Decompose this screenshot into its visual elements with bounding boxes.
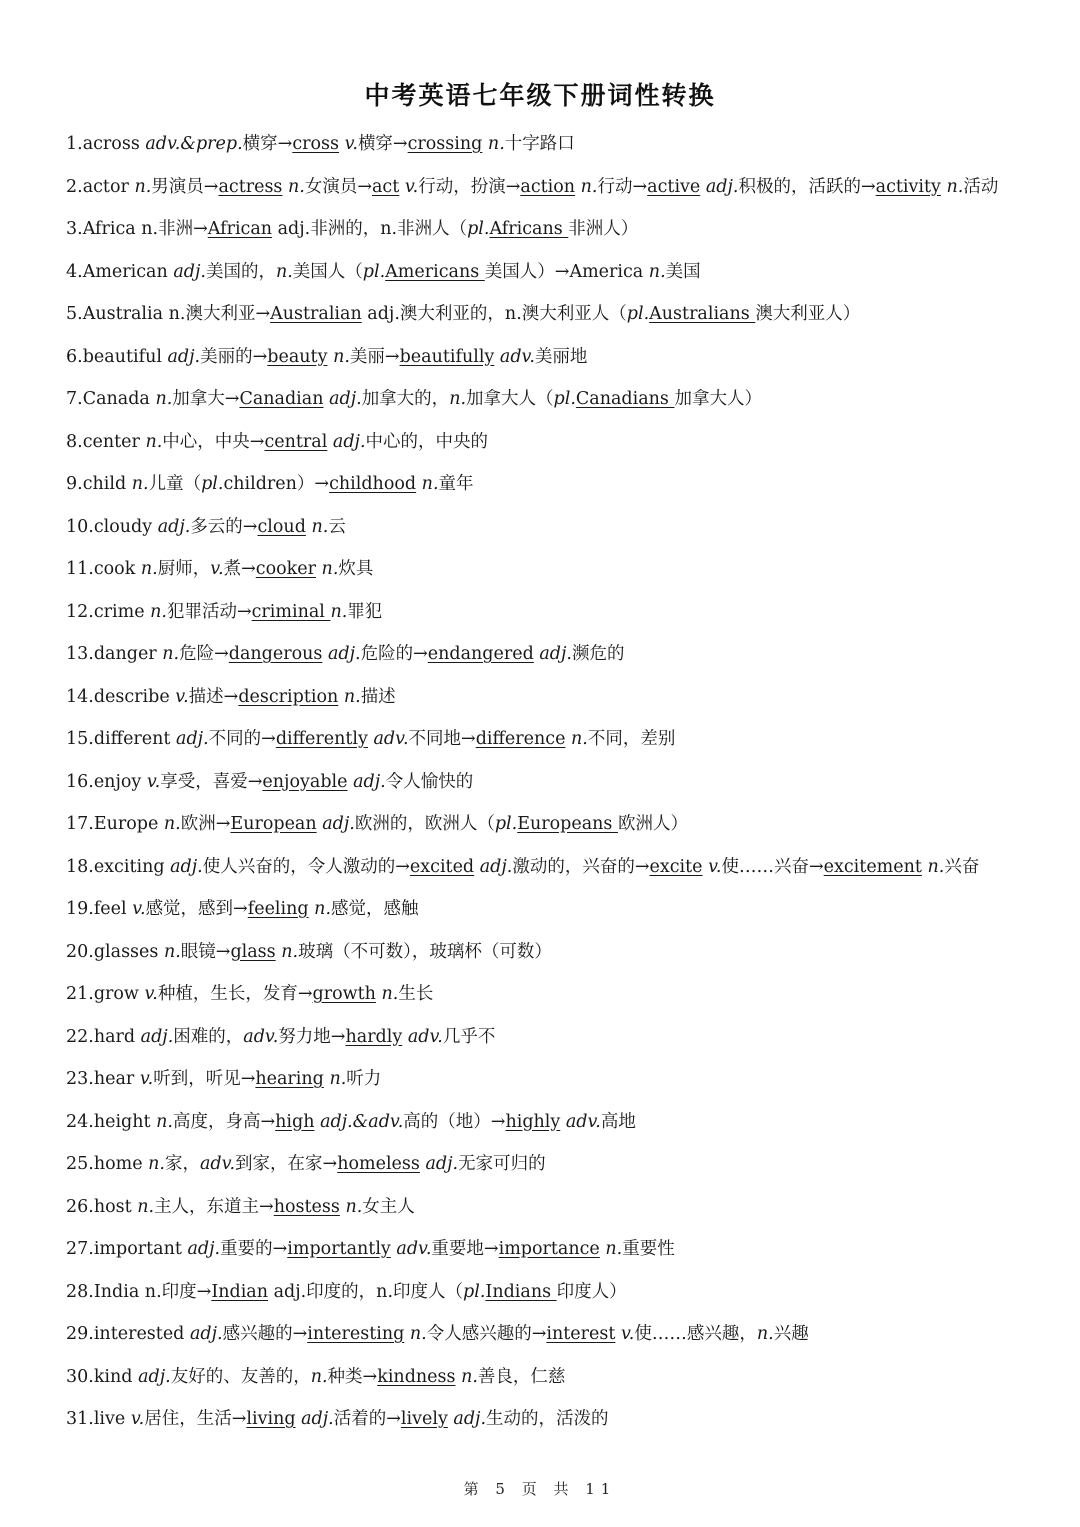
part-of-speech: pl. — [467, 219, 490, 239]
entry-text: 不同，差别 — [587, 729, 676, 749]
entry-line — [66, 766, 1056, 809]
part-of-speech: n. — [275, 261, 293, 282]
entry-text: 美国 — [665, 261, 701, 282]
entry-text: 欧洲人） — [617, 814, 688, 834]
part-of-speech: v. — [144, 984, 158, 1004]
entry-text: 犯罪活动→ — [166, 601, 252, 622]
derived-word: importantly — [287, 1239, 391, 1259]
part-of-speech: pl. — [626, 304, 650, 324]
entry-text: 女主人 — [362, 1196, 415, 1217]
entry-line — [66, 596, 1056, 639]
entry-text: 积极的，活跃的→ — [738, 176, 876, 197]
entry-text: 使人兴奋的，令人激动的→ — [202, 856, 410, 877]
entry-text: 31.live — [66, 1409, 131, 1429]
entry-text: 种类→ — [327, 1366, 378, 1387]
entry-line — [66, 383, 1056, 426]
entry-text: 不同地→ — [408, 729, 476, 749]
entry-text: 听到，听见→ — [153, 1069, 256, 1089]
entry-text: 18.exciting — [66, 856, 171, 877]
entry-line — [66, 1233, 1056, 1276]
entry-text: 美国的， — [205, 261, 276, 282]
entry-text: 12.crime — [66, 601, 151, 622]
entry-text: 危险→ — [179, 644, 229, 664]
entry-text: 多云的→ — [190, 516, 258, 537]
entry-text: 激动的，兴奋的→ — [512, 856, 650, 877]
part-of-speech: adj. — [167, 346, 201, 367]
part-of-speech: n. — [140, 559, 158, 579]
entry-text: 中心的，中央的 — [365, 431, 489, 452]
derived-word: excite — [649, 856, 703, 877]
part-of-speech: pl. — [362, 261, 386, 282]
derived-word: hardly — [345, 1026, 403, 1047]
entry-text: 罪犯 — [347, 601, 383, 622]
part-of-speech: n. — [145, 431, 163, 452]
entry-text: 危险的→ — [360, 644, 428, 664]
derived-word: Indian — [211, 1281, 268, 1302]
entry-line — [66, 978, 1056, 1021]
part-of-speech: n. — [345, 1196, 363, 1217]
entry-text: 煮→ — [223, 559, 256, 579]
entry-line — [66, 723, 1056, 766]
derived-word: crossing — [407, 134, 483, 154]
entry-text: 居住，生活→ — [144, 1409, 247, 1429]
derived-word: childhood — [329, 474, 417, 494]
entry-text: 欧洲的，欧洲人（ — [354, 814, 495, 834]
entry-text: 19.feel — [66, 899, 133, 919]
derived-word: high — [275, 1111, 315, 1132]
derived-word: beautifully — [399, 346, 495, 367]
entry-line — [66, 128, 1056, 171]
part-of-speech: adj. — [176, 729, 209, 749]
entry-text: 重要的→ — [220, 1239, 288, 1259]
entry-text: 24.height — [66, 1111, 157, 1132]
derived-word: criminal — [251, 601, 331, 622]
entry-text: 重要性 — [622, 1239, 675, 1259]
part-of-speech: n. — [409, 1324, 427, 1344]
entry-line — [66, 936, 1056, 979]
entry-text: 生动的，活泼的 — [486, 1409, 609, 1429]
entry-line — [66, 1191, 1056, 1234]
derived-word: central — [264, 431, 328, 452]
part-of-speech: pl. — [201, 474, 224, 494]
entry-text: adj.澳大利亚的，n.澳大利亚人（ — [361, 304, 627, 324]
derived-word: cloud — [257, 516, 306, 537]
entry-text: adj.印度的，n.印度人（ — [268, 1281, 464, 1302]
derived-word: active — [647, 176, 701, 197]
part-of-speech: n. — [131, 474, 149, 494]
part-of-speech: v. — [708, 856, 722, 877]
entry-text: 30.kind — [66, 1366, 139, 1387]
part-of-speech: n. — [156, 1111, 173, 1132]
part-of-speech: adj. — [332, 431, 366, 452]
entry-text: 高地 — [600, 1111, 636, 1132]
derived-word: Australian — [270, 304, 362, 324]
entry-text: 兴趣 — [773, 1324, 809, 1344]
entry-text: 使……感兴趣， — [634, 1324, 757, 1344]
derived-word: interesting — [307, 1324, 405, 1344]
entry-text: 17.Europe — [66, 814, 164, 834]
part-of-speech: adj. — [353, 771, 386, 792]
entry-text: 28.India n.印度→ — [66, 1281, 212, 1302]
entry-text: 活动 — [963, 176, 999, 197]
derived-word: highly — [505, 1111, 561, 1132]
entry-text: 11.cook — [66, 559, 141, 579]
entry-text: 7.Canada — [66, 389, 156, 409]
part-of-speech: adj. — [170, 856, 203, 877]
entry-line — [66, 1148, 1056, 1191]
part-of-speech: adj. — [301, 1409, 334, 1429]
part-of-speech: v. — [620, 1324, 635, 1344]
part-of-speech: adj. — [173, 261, 206, 282]
derived-word: excitement — [823, 856, 922, 877]
entry-text: 加拿大的， — [361, 389, 450, 409]
entry-text: 22.hard — [66, 1026, 141, 1047]
part-of-speech: n. — [311, 516, 329, 537]
entry-text: 行动，扮演→ — [418, 176, 521, 197]
part-of-speech: n. — [321, 559, 339, 579]
derived-word: difference — [475, 729, 566, 749]
derived-word: homeless — [337, 1154, 420, 1174]
entry-text: 欧洲→ — [180, 814, 231, 834]
derived-word: Canadian — [239, 389, 324, 409]
derived-word: lively — [400, 1409, 448, 1429]
part-of-speech: n. — [580, 176, 598, 197]
derived-word: Africans — [489, 219, 569, 239]
derived-word: dangerous — [228, 644, 323, 664]
part-of-speech: v. — [344, 134, 358, 154]
part-of-speech: n. — [461, 1366, 478, 1387]
entry-text: 加拿大人（ — [466, 389, 554, 409]
entry-text: 高度，身高→ — [172, 1111, 276, 1132]
entry-text: 澳大利亚人） — [755, 304, 861, 324]
part-of-speech: adj. — [539, 644, 572, 664]
entry-line — [66, 1063, 1056, 1106]
entry-text: 10.cloudy — [66, 516, 158, 537]
derived-word: Europeans — [517, 814, 618, 834]
entry-text: 重要地→ — [431, 1239, 499, 1259]
part-of-speech: n. — [163, 814, 181, 834]
entry-text: 感觉，感到→ — [145, 899, 248, 919]
entry-text: 印度人） — [556, 1281, 627, 1302]
entry-text: 高的（地）→ — [403, 1111, 506, 1132]
part-of-speech: adj. — [479, 856, 513, 877]
part-of-speech: n. — [162, 644, 180, 664]
part-of-speech: n. — [927, 856, 945, 877]
entry-text: 濒危的 — [571, 644, 625, 664]
entry-line — [66, 638, 1056, 681]
entry-text: 厨师， — [157, 559, 211, 579]
entry-text: 女演员→ — [304, 176, 372, 197]
part-of-speech: adj. — [329, 389, 362, 409]
entry-text: 感兴趣的→ — [222, 1324, 308, 1344]
entry-line — [66, 1021, 1056, 1064]
part-of-speech: n. — [148, 1154, 165, 1174]
entry-line — [66, 298, 1056, 341]
entry-text: 眼镜→ — [180, 941, 231, 962]
entry-text: 令人愉快的 — [385, 771, 474, 792]
entry-text: 感觉，感触 — [331, 899, 419, 919]
entry-text: 26.host — [66, 1196, 138, 1217]
entry-line — [66, 1276, 1056, 1319]
derived-word: Americans — [385, 261, 485, 282]
entry-line — [66, 341, 1056, 384]
derived-word: action — [520, 176, 576, 197]
entry-text: adj.非洲的，n.非洲人（ — [272, 219, 468, 239]
part-of-speech: n. — [946, 176, 964, 197]
part-of-speech: n. — [150, 601, 167, 622]
part-of-speech: adj. — [453, 1409, 487, 1429]
part-of-speech: pl. — [463, 1281, 486, 1302]
part-of-speech: adj. — [189, 1324, 223, 1344]
part-of-speech: n. — [333, 346, 350, 367]
entry-text: 几乎不 — [442, 1026, 496, 1047]
derived-word: African — [207, 219, 273, 239]
derived-word: importance — [498, 1239, 600, 1259]
part-of-speech: adj.&adv. — [320, 1111, 404, 1132]
derived-word: excited — [409, 856, 475, 877]
entry-text: 种植，生长，发育→ — [157, 984, 313, 1004]
part-of-speech: n. — [287, 176, 305, 197]
part-of-speech: n. — [605, 1239, 623, 1259]
derived-word: cross — [292, 134, 339, 154]
entry-text: 加拿大→ — [172, 389, 240, 409]
derived-word: activity — [875, 176, 941, 197]
derived-word: enjoyable — [262, 771, 348, 792]
entry-text: 困难的， — [173, 1026, 244, 1047]
entry-text: 云 — [328, 516, 346, 537]
derived-word: growth — [312, 984, 376, 1004]
entry-text: 听力 — [346, 1069, 382, 1089]
part-of-speech: adj. — [327, 644, 361, 664]
entry-text: 2.actor — [66, 176, 135, 197]
part-of-speech: n. — [134, 176, 152, 197]
part-of-speech: n. — [571, 729, 588, 749]
entry-text: 到家，在家→ — [235, 1154, 338, 1174]
entry-text: 横穿→ — [357, 134, 408, 154]
entry-text: 儿童（ — [148, 474, 202, 494]
entry-text: 27.important — [66, 1239, 188, 1259]
part-of-speech: n. — [155, 389, 173, 409]
entry-text: 1.across — [66, 134, 146, 154]
derived-word: actress — [218, 176, 283, 197]
derived-word: Canadians — [575, 389, 675, 409]
entry-line — [66, 171, 1056, 214]
part-of-speech: adv. — [200, 1154, 236, 1174]
entry-text: children）→ — [223, 474, 330, 494]
part-of-speech: adv. — [373, 729, 409, 749]
part-of-speech: n. — [163, 941, 181, 962]
entry-text: 行动→ — [597, 176, 648, 197]
entry-text: 努力地→ — [278, 1026, 346, 1047]
part-of-speech: n. — [343, 686, 361, 707]
entry-text: 不同的→ — [208, 729, 276, 749]
entry-text: 6.beautiful — [66, 346, 168, 367]
entry-line — [66, 893, 1056, 936]
part-of-speech: adj. — [705, 176, 739, 197]
entry-line — [66, 681, 1056, 724]
part-of-speech: v. — [130, 1409, 145, 1429]
entry-text: 描述 — [360, 686, 396, 707]
part-of-speech: adv. — [396, 1239, 432, 1259]
part-of-speech: n. — [281, 941, 299, 962]
entry-text: 享受，喜爱→ — [160, 771, 263, 792]
part-of-speech: adj. — [322, 814, 355, 834]
entry-text: 使……兴奋→ — [721, 856, 824, 877]
part-of-speech: v. — [404, 176, 419, 197]
derived-word: act — [372, 176, 400, 197]
entry-text: 美丽→ — [349, 346, 400, 367]
entry-text: 友好的、友善的， — [170, 1366, 311, 1387]
entry-line — [66, 1403, 1056, 1446]
entry-text: 14.describe — [66, 686, 176, 707]
entry-text: 美国人（ — [292, 261, 363, 282]
entry-text: 兴奋 — [944, 856, 980, 877]
entry-text: 中心，中央→ — [162, 431, 265, 452]
part-of-speech: n. — [449, 389, 467, 409]
part-of-speech: v. — [132, 899, 146, 919]
entry-line — [66, 256, 1056, 299]
entry-text: 生长 — [398, 984, 434, 1004]
entry-text: 活着的→ — [333, 1409, 401, 1429]
entry-text: 16.enjoy — [66, 771, 147, 792]
entry-text: 5.Australia n.澳大利亚→ — [66, 304, 271, 324]
derived-word: hearing — [255, 1069, 324, 1089]
derived-word: description — [238, 686, 339, 707]
entry-line — [66, 553, 1056, 596]
entry-line — [66, 426, 1056, 469]
page-footer: 第 5 页 共 11 — [463, 1480, 617, 1498]
entry-line — [66, 1361, 1056, 1404]
entry-text: 主人，东道主→ — [154, 1196, 274, 1217]
entry-text: 玻璃（不可数），玻璃杯（可数） — [298, 941, 552, 962]
part-of-speech: v. — [146, 771, 161, 792]
entry-text: 9.child — [66, 474, 132, 494]
entry-line — [66, 1318, 1056, 1361]
entry-line — [66, 511, 1056, 554]
entry-text: 29.interested — [66, 1324, 190, 1344]
page-title: 中考英语七年级下册词性转换 — [364, 81, 716, 110]
entry-text: 15.different — [66, 729, 177, 749]
part-of-speech: adj. — [138, 1366, 171, 1387]
entry-line — [66, 808, 1056, 851]
entry-text: 令人感兴趣的→ — [426, 1324, 547, 1344]
derived-word: endangered — [427, 644, 534, 664]
part-of-speech: adj. — [157, 516, 191, 537]
entry-text: 童年 — [438, 474, 474, 494]
entry-text: 20.glasses — [66, 941, 164, 962]
part-of-speech: n. — [310, 1366, 328, 1387]
entry-text: 美国人）→America — [484, 261, 649, 282]
part-of-speech: n. — [648, 261, 666, 282]
entry-text: 无家可归的 — [458, 1154, 546, 1174]
part-of-speech: pl. — [494, 814, 518, 834]
entry-text: 加拿大人） — [674, 389, 762, 409]
part-of-speech: n. — [329, 1069, 347, 1089]
part-of-speech: adv. — [565, 1111, 601, 1132]
part-of-speech: adv. — [499, 346, 535, 367]
part-of-speech: n. — [330, 601, 348, 622]
part-of-speech: n. — [421, 474, 439, 494]
entry-text: 13.danger — [66, 644, 163, 664]
derived-word: Indians — [485, 1281, 557, 1302]
entry-list — [66, 128, 1056, 1446]
derived-word: cooker — [255, 559, 316, 579]
entry-line — [66, 851, 1056, 894]
part-of-speech: v. — [210, 559, 224, 579]
entry-text: 非洲人） — [568, 219, 639, 239]
part-of-speech: adj. — [187, 1239, 221, 1259]
part-of-speech: adj. — [140, 1026, 174, 1047]
derived-word: European — [230, 814, 317, 834]
part-of-speech: v. — [139, 1069, 154, 1089]
derived-word: living — [246, 1409, 296, 1429]
derived-word: differently — [275, 729, 368, 749]
entry-text: 美丽的→ — [200, 346, 268, 367]
entry-line — [66, 1106, 1056, 1149]
part-of-speech: n. — [381, 984, 399, 1004]
part-of-speech: adv. — [407, 1026, 443, 1047]
entry-text: 横穿→ — [242, 134, 293, 154]
part-of-speech: n. — [756, 1324, 774, 1344]
derived-word: kindness — [377, 1366, 456, 1387]
part-of-speech: adj. — [425, 1154, 459, 1174]
entry-text: 描述→ — [188, 686, 239, 707]
part-of-speech: n. — [314, 899, 332, 919]
entry-text: 善良，仁慈 — [477, 1366, 566, 1387]
entry-text: 21.grow — [66, 984, 145, 1004]
derived-word: feeling — [247, 899, 309, 919]
entry-line — [66, 468, 1056, 511]
part-of-speech: n. — [137, 1196, 155, 1217]
entry-text: 4.American — [66, 261, 174, 282]
part-of-speech: n. — [487, 134, 505, 154]
derived-word: hostess — [273, 1196, 340, 1217]
part-of-speech: v. — [175, 686, 189, 707]
part-of-speech: pl. — [553, 389, 576, 409]
entry-text: 25.home — [66, 1154, 149, 1174]
entry-text: 23.hear — [66, 1069, 140, 1089]
entry-text: 男演员→ — [151, 176, 219, 197]
part-of-speech: adv. — [243, 1026, 279, 1047]
entry-text: 炊具 — [338, 559, 374, 579]
derived-word: beauty — [267, 346, 328, 367]
entry-text: 3.Africa n.非洲→ — [66, 219, 208, 239]
entry-text: 十字路口 — [504, 134, 575, 154]
entry-line — [66, 213, 1056, 256]
entry-text: 8.center — [66, 431, 146, 452]
derived-word: interest — [546, 1324, 616, 1344]
entry-text: 美丽地 — [534, 346, 588, 367]
part-of-speech: adv.&prep. — [145, 134, 243, 154]
derived-word: Australians — [649, 304, 756, 324]
entry-text: 家， — [165, 1154, 200, 1174]
derived-word: glass — [230, 941, 276, 962]
